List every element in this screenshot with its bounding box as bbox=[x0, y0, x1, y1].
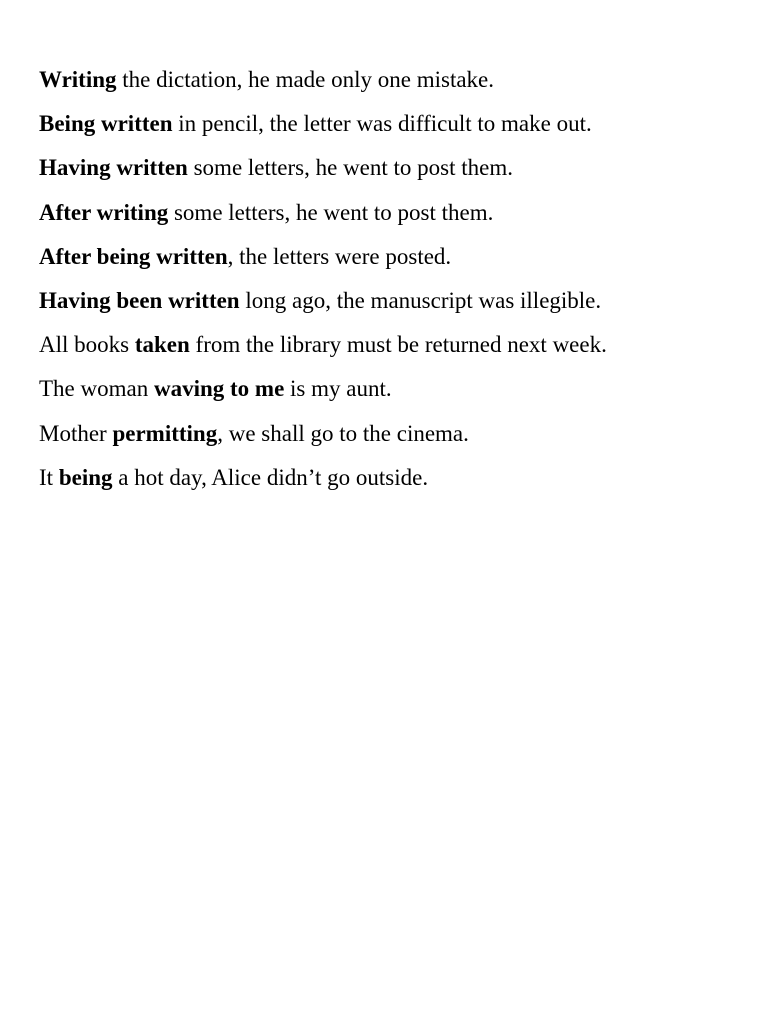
sentence-1 bbox=[39, 62, 748, 106]
sentence-post: in pencil, the letter was difficult to make out. bbox=[172, 111, 592, 137]
sentence-4 bbox=[39, 195, 748, 239]
sentence-emphasis: taken bbox=[134, 332, 190, 358]
sentence-6 bbox=[39, 283, 748, 327]
sentence-5 bbox=[39, 239, 748, 283]
sentence-emphasis: Having written bbox=[39, 155, 188, 181]
sentence-post: a hot day, Alice didn’t go outside. bbox=[112, 464, 429, 490]
sentence-3 bbox=[39, 150, 748, 194]
document-page bbox=[39, 62, 748, 504]
sentence-9 bbox=[39, 416, 748, 460]
sentence-8 bbox=[39, 371, 748, 415]
sentence-emphasis: After writing bbox=[39, 199, 169, 225]
sentence-pre: Mother bbox=[39, 420, 113, 446]
sentence-emphasis: After being written bbox=[39, 243, 228, 269]
sentence-2 bbox=[39, 106, 748, 150]
sentence-emphasis: Writing bbox=[39, 67, 117, 92]
sentence-emphasis: Having been written bbox=[39, 287, 240, 313]
sentence-post: , the letters were posted. bbox=[227, 243, 452, 269]
sentence-7 bbox=[39, 327, 748, 371]
sentence-post: from the library must be returned next week. bbox=[189, 332, 607, 358]
sentence-10 bbox=[39, 460, 748, 504]
sentence-emphasis: Being written bbox=[39, 111, 173, 137]
sentence-pre: It bbox=[39, 464, 59, 490]
sentence-pre: All books bbox=[39, 332, 135, 358]
sentence-pre: The woman bbox=[39, 376, 154, 402]
sentence-emphasis: permitting bbox=[112, 420, 218, 446]
sentence-post: some letters, he went to post them. bbox=[168, 199, 494, 225]
sentence-post: is my aunt. bbox=[284, 376, 392, 402]
sentence-post: the dictation, he made only one mistake. bbox=[116, 67, 495, 92]
sentence-emphasis: being bbox=[58, 464, 113, 490]
sentence-post: long ago, the manuscript was illegible. bbox=[239, 287, 602, 313]
sentence-post: , we shall go to the cinema. bbox=[217, 420, 469, 446]
sentence-emphasis: waving to me bbox=[153, 376, 285, 402]
sentence-post: some letters, he went to post them. bbox=[187, 155, 513, 181]
